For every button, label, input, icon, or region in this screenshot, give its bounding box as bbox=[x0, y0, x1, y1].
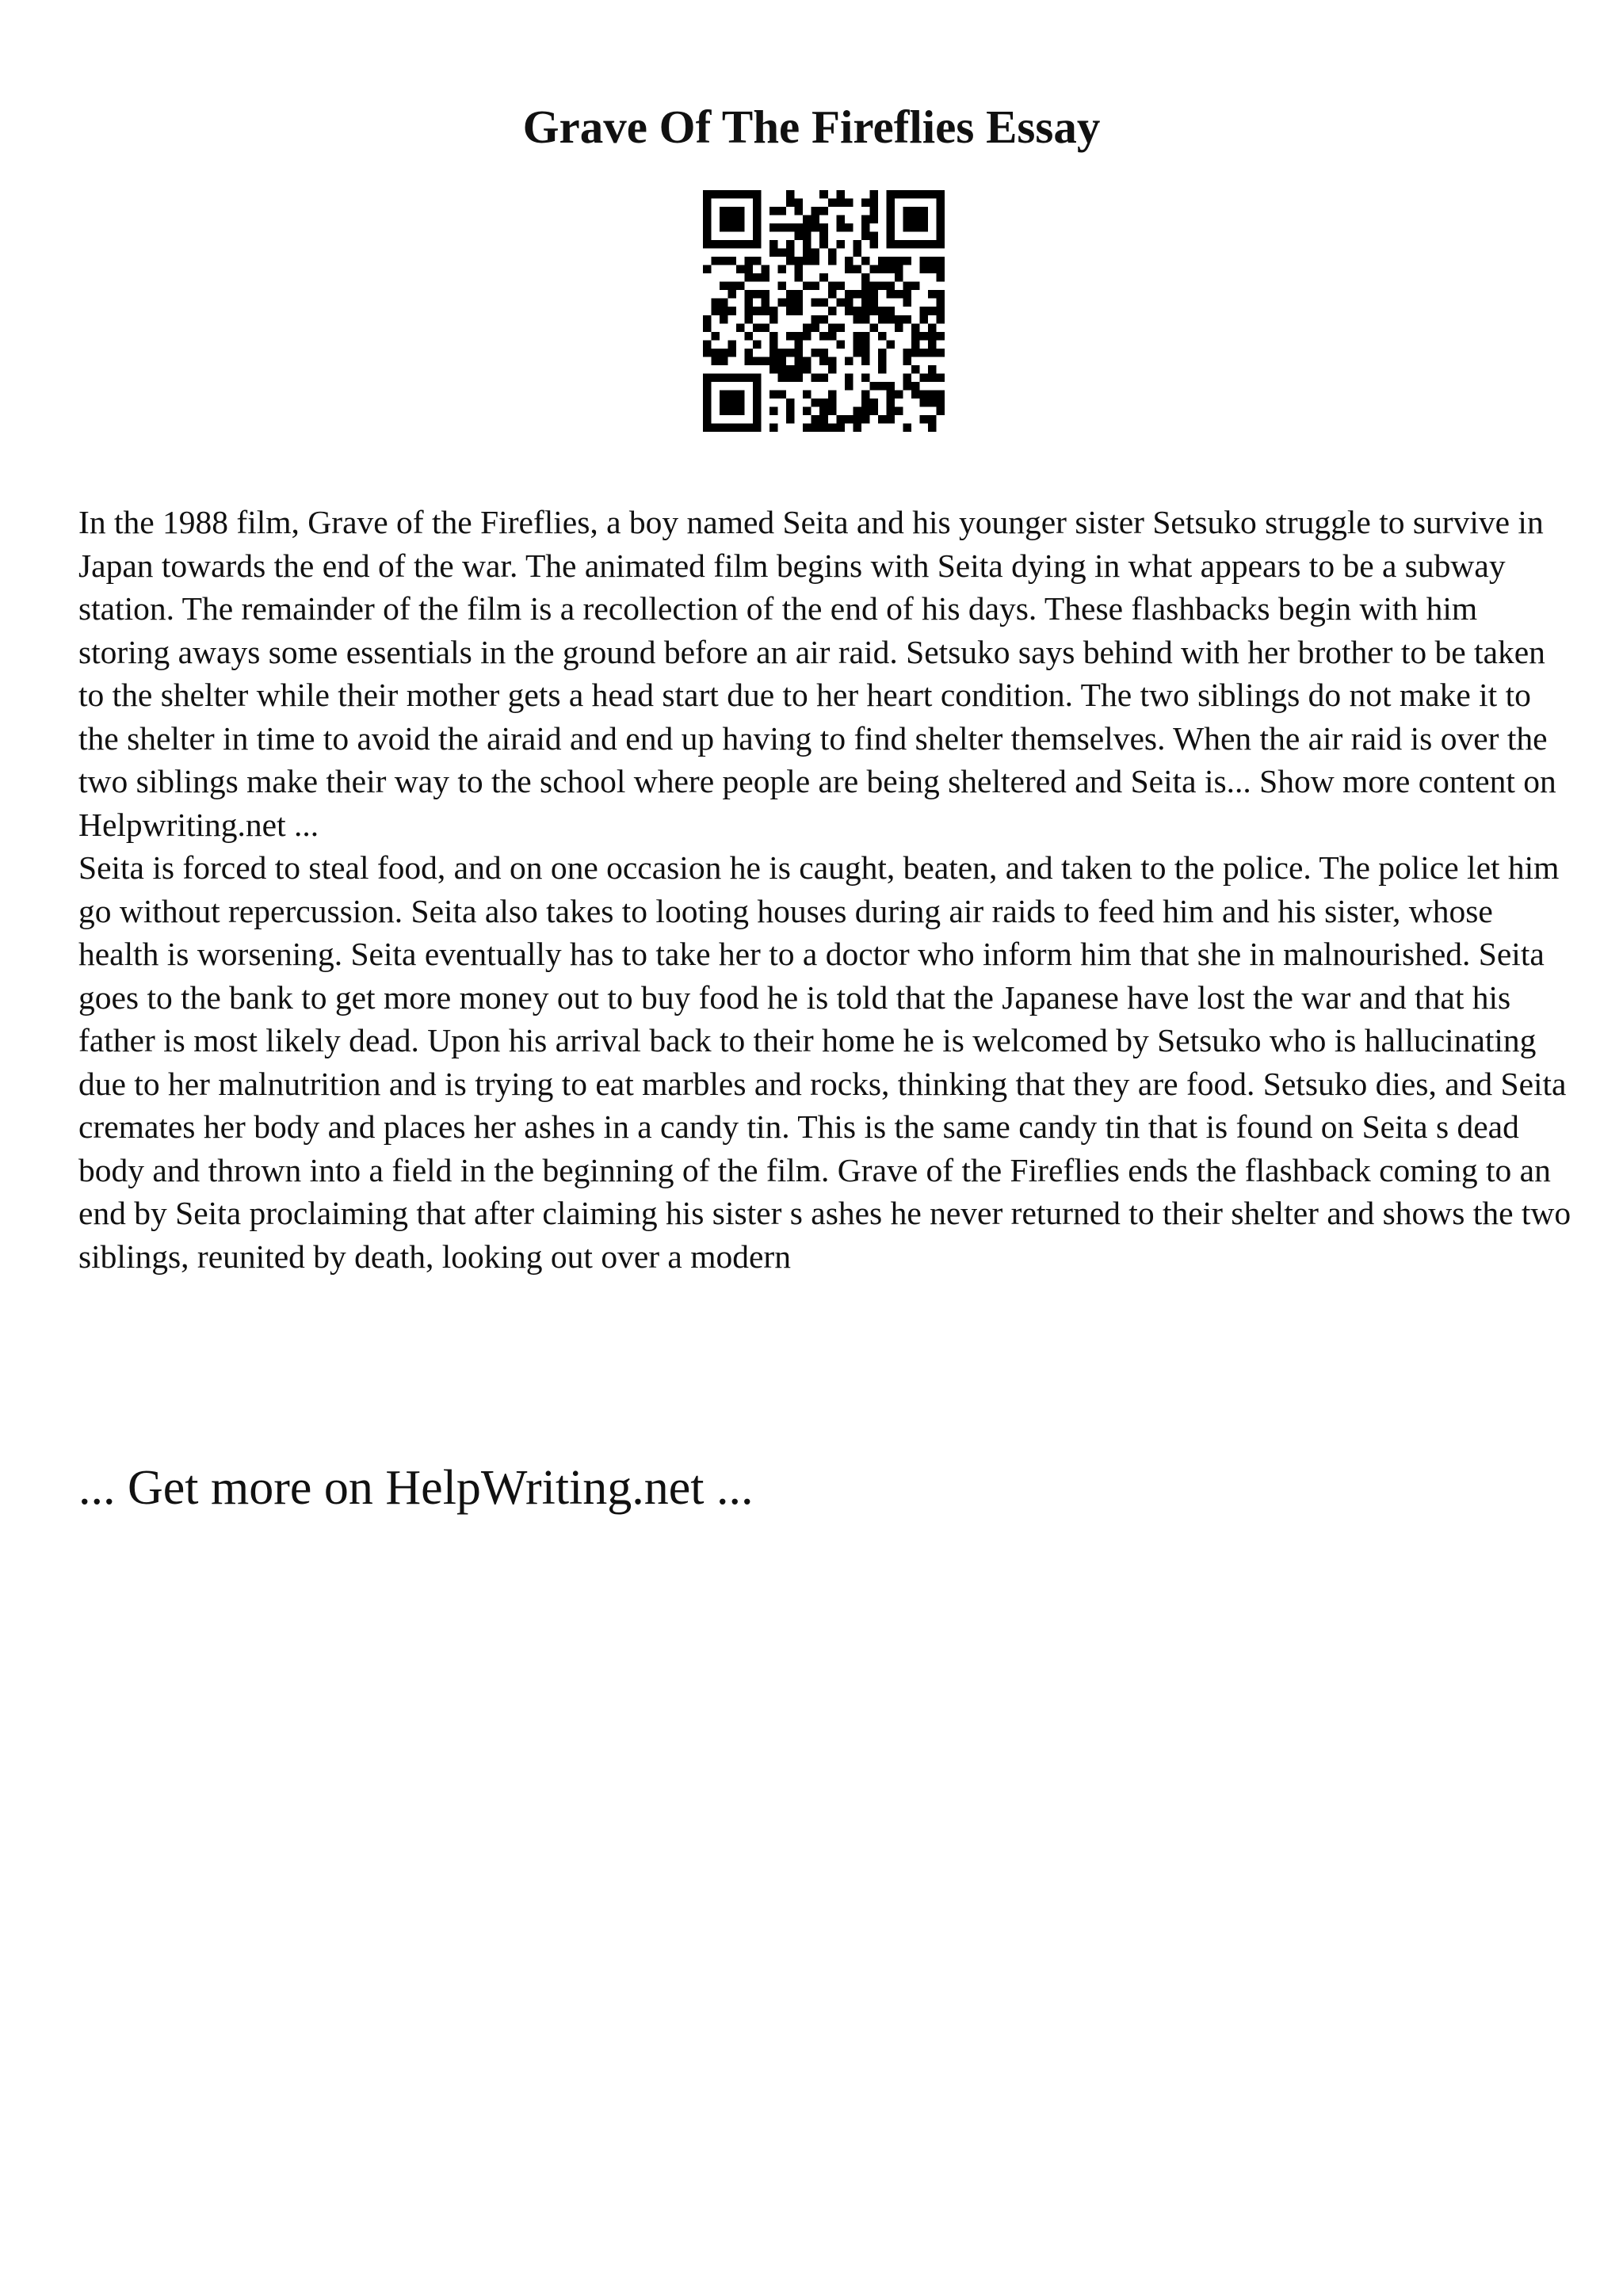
qr-code-icon bbox=[703, 190, 945, 432]
get-more-link[interactable]: ... Get more on HelpWriting.net ... bbox=[78, 1461, 754, 1515]
essay-body bbox=[78, 501, 1576, 1278]
page-title: Grave Of The Fireflies Essay bbox=[522, 101, 1101, 153]
essay-paragraph: Seita is forced to steal food, and on one occasion he is caught, beaten, and taken to the police. The police let him go without repercussion. Seita also takes to looting houses during air raids to feed him and his sister, whose health is worsening. Seita eventually has to take her to a doctor who inform him that she in malnourished. Seita goes to the bank to get more money out to buy food he is told that the Japanese have lost the war and that his father is most likely dead. Upon his arrival back to their home he is welcomed by Setsuko who is hallucinating due to her malnutrition and is trying to eat marbles and rocks, thinking that they are food. Setsuko dies, and Seita cremates her body and places her ashes in a candy tin. This is the same candy tin that is found on Seita s dead body and thrown into a field in the beginning of the film. Grave of the Fireflies ends the flashback coming to an end by Seita proclaiming that after claiming his sister s ashes he never returned to their shelter and shows the two siblings, reunited by death, looking out over a modern bbox=[78, 849, 1571, 1275]
essay-paragraph: In the 1988 film, Grave of the Fireflies, a boy named Seita and his younger sister Setsuko struggle to survive in Japan towards the end of the war. The animated film begins with Seita dying in what appears to be a subway station. The remainder of the film is a recollection of the end of his days. These flashbacks begin with him storing aways some essentials in the ground before an air raid. Setsuko says behind with her brother to be taken to the shelter while their mother gets a head start due to her heart condition. The two siblings do not make it to the shelter in time to avoid the airaid and end up having to find shelter themselves. When the air raid is over the two siblings make their way to the school where people are being sheltered and Seita is... Show more content on Helpwriting.net ... bbox=[78, 504, 1556, 843]
